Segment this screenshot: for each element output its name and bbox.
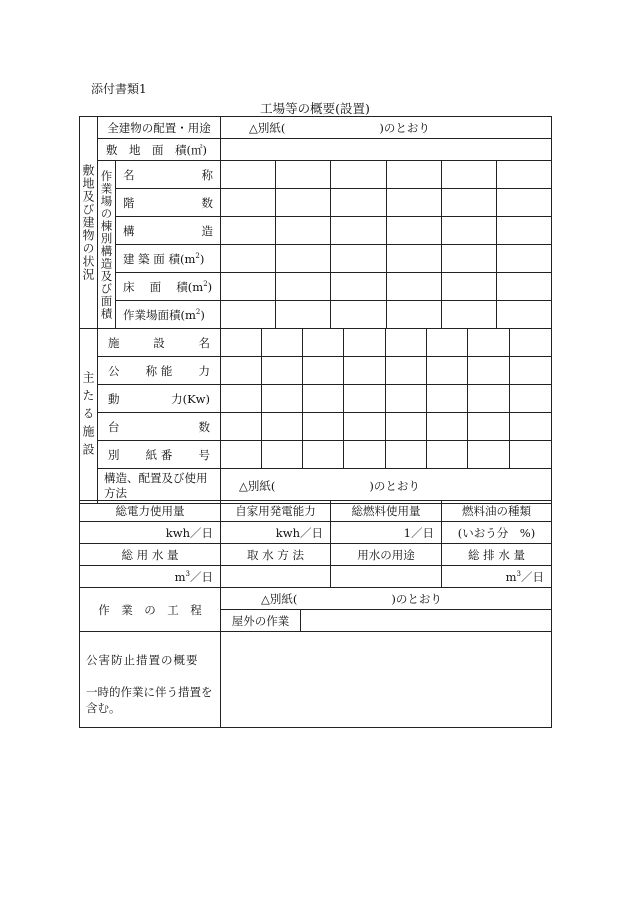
- cell[interactable]: [510, 441, 552, 469]
- floors-a: 階: [123, 195, 135, 210]
- cell[interactable]: [468, 441, 510, 469]
- cell[interactable]: [303, 357, 344, 385]
- cell[interactable]: [510, 357, 552, 385]
- drain-unit-day: ／日: [521, 569, 544, 584]
- facility-name-label: [98, 329, 221, 357]
- water-use-value[interactable]: [331, 566, 442, 588]
- floor-area-a: 床 面 積(m: [123, 279, 204, 294]
- fac-no-a: 別: [108, 447, 120, 462]
- cell[interactable]: [262, 385, 303, 413]
- cell[interactable]: [221, 441, 262, 469]
- cell[interactable]: [427, 329, 468, 357]
- facility-sheet-no-label: [98, 441, 221, 469]
- cell[interactable]: [427, 385, 468, 413]
- document-label: 添付書類1: [91, 82, 147, 96]
- workshop-group-label: 作業場の棟別構造及び面積: [98, 161, 116, 329]
- cell[interactable]: [442, 301, 497, 329]
- cell[interactable]: [386, 357, 427, 385]
- process-ref-close: )のとおり: [391, 591, 442, 606]
- site-area-label: [98, 139, 221, 161]
- site-area-text: 敷 地 面 積(㎡): [106, 142, 207, 157]
- cell[interactable]: [276, 189, 331, 217]
- work-area-b: ): [200, 307, 205, 322]
- cell[interactable]: [386, 413, 427, 441]
- cell[interactable]: [468, 413, 510, 441]
- layout-label: 全建物の配置・用途: [98, 117, 221, 139]
- fac-cap-c: 力: [198, 363, 210, 378]
- layout-ref[interactable]: [221, 117, 552, 139]
- cell[interactable]: [442, 189, 497, 217]
- fuel-type-header: 燃料油の種類: [442, 501, 552, 522]
- cell[interactable]: [262, 441, 303, 469]
- water-unit-m: m: [174, 569, 186, 584]
- cell[interactable]: [221, 273, 276, 301]
- structure-b: 造: [201, 223, 213, 238]
- cell[interactable]: [386, 441, 427, 469]
- cell[interactable]: [442, 273, 497, 301]
- cell[interactable]: [221, 357, 262, 385]
- cell[interactable]: [262, 329, 303, 357]
- cell[interactable]: [386, 329, 427, 357]
- cell[interactable]: [442, 217, 497, 245]
- bldg-area-b: ): [199, 251, 205, 266]
- site-table: [79, 116, 552, 329]
- workshop-row-floors: [116, 189, 221, 217]
- fac-cap-b: 称 能: [145, 363, 173, 378]
- cell[interactable]: [387, 301, 442, 329]
- outdoor-work-value[interactable]: [301, 610, 552, 632]
- name-b: 称: [201, 167, 213, 182]
- cell[interactable]: [510, 413, 552, 441]
- page-title: 工場等の概要(設置): [260, 101, 370, 116]
- cell[interactable]: [221, 385, 262, 413]
- cell[interactable]: [221, 413, 262, 441]
- cell[interactable]: [276, 273, 331, 301]
- cell[interactable]: [276, 301, 331, 329]
- cell[interactable]: [497, 245, 552, 273]
- layout-ref-close: )のとおり: [379, 120, 430, 135]
- cell[interactable]: [344, 357, 386, 385]
- total-power-header: 総電力使用量: [80, 501, 221, 522]
- floor-area-sup: 2: [203, 279, 208, 288]
- facilities-table: [79, 328, 552, 504]
- facility-count-label: [98, 413, 221, 441]
- work-process-ref[interactable]: [221, 588, 552, 610]
- outdoor-work-label: 屋外の作業: [221, 610, 301, 632]
- cell[interactable]: [303, 385, 344, 413]
- cell[interactable]: [442, 245, 497, 273]
- structure-a: 構: [123, 223, 135, 238]
- cell[interactable]: [303, 329, 344, 357]
- cell[interactable]: [510, 329, 552, 357]
- cell[interactable]: [303, 413, 344, 441]
- process-ref-open: △別紙(: [261, 591, 298, 606]
- site-area-value[interactable]: [221, 139, 552, 161]
- facilities-section-label: 主たる施設: [80, 329, 98, 504]
- cell[interactable]: [221, 217, 276, 245]
- cell[interactable]: [276, 161, 331, 189]
- total-water-header: 総 用 水 量: [80, 544, 221, 566]
- cell[interactable]: [331, 245, 387, 273]
- cell[interactable]: [221, 301, 276, 329]
- workshop-row-structure: [116, 217, 221, 245]
- layout-ref-open: △別紙(: [249, 120, 286, 135]
- structure-ref-open: △別紙(: [239, 479, 276, 493]
- cell[interactable]: [331, 217, 387, 245]
- fac-name-c: 名: [198, 335, 210, 350]
- workshop-row-building-area: [116, 245, 221, 273]
- workshop-row-name: [116, 161, 221, 189]
- cell[interactable]: [387, 245, 442, 273]
- cell[interactable]: [427, 413, 468, 441]
- cell[interactable]: [344, 385, 386, 413]
- cell[interactable]: [427, 441, 468, 469]
- cell[interactable]: [344, 413, 386, 441]
- cell[interactable]: [468, 329, 510, 357]
- total-water-value[interactable]: [80, 566, 221, 588]
- fac-pow-a: 動: [108, 391, 120, 406]
- cell[interactable]: [497, 217, 552, 245]
- fac-no-c: 号: [198, 447, 210, 462]
- cell[interactable]: [387, 189, 442, 217]
- cell[interactable]: [387, 273, 442, 301]
- cell[interactable]: [331, 161, 387, 189]
- cell[interactable]: [221, 329, 262, 357]
- pollution-label: [80, 632, 221, 728]
- cell[interactable]: [387, 217, 442, 245]
- cell[interactable]: [221, 161, 276, 189]
- facility-power-label: [98, 385, 221, 413]
- structure-method-label: 構造、配置及び使用方法: [98, 469, 221, 504]
- cell[interactable]: [497, 301, 552, 329]
- work-area-sup: 2: [195, 307, 201, 316]
- cell[interactable]: [344, 329, 386, 357]
- cell[interactable]: [442, 161, 497, 189]
- cell[interactable]: [303, 441, 344, 469]
- total-drain-value[interactable]: [442, 566, 552, 588]
- cell[interactable]: [221, 189, 276, 217]
- floors-b: 数: [201, 195, 213, 210]
- fac-pow-c: 力(Kw): [171, 391, 210, 406]
- site-section-label: 敷地及び建物の状況: [80, 117, 98, 329]
- structure-ref-close: )のとおり: [369, 479, 420, 493]
- cell[interactable]: [497, 273, 552, 301]
- self-generation-header: 自家用発電能力: [221, 501, 331, 522]
- cell[interactable]: [468, 385, 510, 413]
- fac-cnt-c: 数: [198, 419, 210, 434]
- cell[interactable]: [331, 273, 387, 301]
- cell[interactable]: [468, 357, 510, 385]
- cell[interactable]: [331, 189, 387, 217]
- water-intake-header: 取 水 方 法: [221, 544, 331, 566]
- utility-table: [79, 500, 552, 728]
- fac-cap-a: 公: [108, 363, 120, 378]
- cell[interactable]: [276, 245, 331, 273]
- cell[interactable]: [387, 161, 442, 189]
- name-a: 名: [123, 167, 135, 182]
- cell[interactable]: [262, 413, 303, 441]
- total-drain-header: 総 排 水 量: [442, 544, 552, 566]
- pollution-label-line1: 公害防止措置の概要: [86, 653, 199, 667]
- drain-unit-m: m: [505, 569, 517, 584]
- fuel-type-value[interactable]: (いおう分 %): [442, 522, 552, 544]
- cell[interactable]: [262, 357, 303, 385]
- water-intake-value[interactable]: [221, 566, 331, 588]
- cell[interactable]: [510, 385, 552, 413]
- structure-method-ref[interactable]: [221, 469, 552, 504]
- self-generation-value[interactable]: kwh／日: [221, 522, 331, 544]
- facility-capacity-label: [98, 357, 221, 385]
- work-process-label: 作 業 の 工 程: [80, 588, 221, 632]
- pollution-label-line2: 一時的作業に伴う措置を含む。: [86, 685, 213, 715]
- cell[interactable]: [427, 357, 468, 385]
- fac-cnt-a: 台: [108, 419, 120, 434]
- total-fuel-value[interactable]: 1／日: [331, 522, 442, 544]
- workshop-row-work-area: [116, 301, 221, 329]
- fac-name-a: 施: [108, 335, 120, 350]
- bldg-area-sup: 2: [195, 251, 200, 260]
- cell[interactable]: [221, 245, 276, 273]
- workshop-row-floor-area: [116, 273, 221, 301]
- water-unit-day: ／日: [190, 569, 213, 584]
- fac-no-b: 紙 番: [145, 447, 173, 462]
- cell[interactable]: [344, 441, 386, 469]
- fac-name-b: 設: [153, 335, 165, 350]
- water-use-header: 用水の用途: [331, 544, 442, 566]
- cell[interactable]: [497, 161, 552, 189]
- floor-area-b: ): [207, 279, 213, 294]
- cell[interactable]: [497, 189, 552, 217]
- water-unit-sup: 3: [185, 569, 190, 578]
- drain-unit-sup: 3: [516, 569, 521, 578]
- cell[interactable]: [386, 385, 427, 413]
- work-area-a: 作業場面積(m: [123, 307, 196, 322]
- total-power-value[interactable]: kwh／日: [80, 522, 221, 544]
- cell[interactable]: [276, 217, 331, 245]
- bldg-area-a: 建 築 面 積(m: [123, 251, 196, 266]
- pollution-value[interactable]: [221, 632, 552, 728]
- cell[interactable]: [331, 301, 387, 329]
- total-fuel-header: 総燃料使用量: [331, 501, 442, 522]
